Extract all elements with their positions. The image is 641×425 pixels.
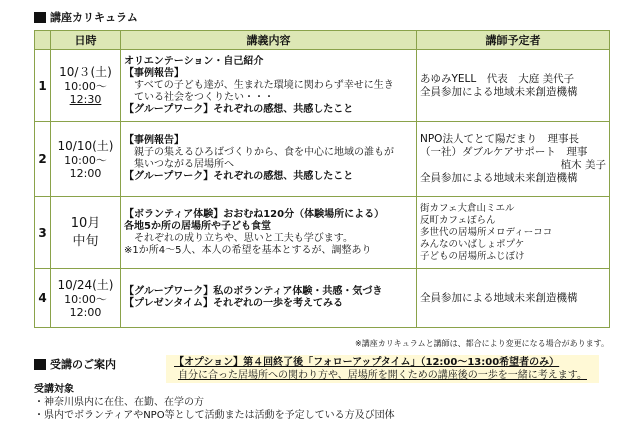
content-line: 【事例報告】 (124, 135, 184, 146)
time-start: 10:00～ (64, 153, 107, 167)
time-end: 12:30 (69, 93, 102, 106)
content-line: ている社会をつくりたい・・・ (134, 91, 274, 103)
time-end: 12:00 (69, 166, 102, 180)
table-row (35, 269, 610, 328)
date-line: 10/３(土) (59, 65, 112, 79)
session-number: 2 (35, 122, 51, 197)
content-line: 集いつながる居場所へ (134, 159, 234, 170)
session-number: 4 (35, 269, 51, 328)
session-date (51, 122, 121, 197)
content-line: すべての子ども達が、生まれた環境に関わらず幸せに生き (134, 79, 394, 91)
content-line: 【グループワーク】それぞれの感想、共感したこと (124, 171, 354, 182)
option-box (166, 355, 599, 383)
session-date (51, 269, 121, 328)
lecturer-line: 植木 美子 (560, 159, 606, 171)
table-row (35, 50, 610, 122)
content-line: 【事例報告】 (124, 67, 184, 79)
curriculum-table (34, 30, 610, 328)
lecturer-line: NPO法人てとて陽だまり 理事長 (420, 133, 579, 145)
content-line: 親子の集えるひろばづくりから、食を中心に地域の誰もが (134, 147, 394, 158)
session-content (121, 269, 417, 328)
curriculum-section-heading (34, 9, 138, 25)
content-line: オリエンテーション・自己紹介 (124, 55, 264, 67)
curriculum-title: 講座カリキュラム (50, 11, 138, 24)
curriculum-note: ※講座カリキュラムと講師は、都合により変更になる場合があります。 (355, 339, 609, 348)
content-line: 【グループワーク】それぞれの感想、共感したこと (124, 103, 354, 115)
table-row (35, 122, 610, 197)
table-row (35, 197, 610, 269)
lecturer-line: 全員参加による地域未来創造機構 (420, 172, 578, 184)
content-line: 各地5か所の居場所や子ども食堂 (124, 220, 271, 232)
content-line: 【グループワーク】私のボランティア体験・共感・気づき (124, 286, 383, 297)
option-description: 自分に合った居場所への関わり方や、居場所を開くための講座後の一歩を一緒に考えます。 (178, 370, 587, 381)
time-start: 10:00～ (64, 80, 107, 93)
lecturer-line: 全員参加による地域未来創造機構 (420, 291, 578, 304)
lecturer-line: （一社）ダブルケアサポート 理事 (420, 146, 588, 158)
option-title: 【オプション】第４回終了後「フォローアップタイム」（12:00～13:00希望者のみ） (174, 357, 560, 368)
guide-title: 受講のご案内 (50, 358, 116, 371)
session-number: 3 (35, 197, 51, 269)
lecturer-line: 全員参加による地域未来創造機構 (420, 85, 578, 98)
session-lecturer (417, 197, 610, 269)
session-content (121, 197, 417, 269)
header-lecturer: 講師予定者 (417, 31, 610, 50)
time-start: 10:00～ (64, 292, 107, 306)
target-line: ・県内でボランティアやNPO等として活動または活動を予定している方及び団体 (34, 410, 395, 421)
lecturer-line: みんなのいばしょポプケ (420, 238, 525, 250)
session-number: 1 (35, 50, 51, 122)
session-date (51, 197, 121, 269)
content-line: 【ボランティア体験】おおむね120分（体験場所による） (124, 208, 385, 220)
lecturer-line: 多世代の居場所メロディーココ (420, 226, 553, 238)
date-line: 10月 (70, 215, 101, 231)
header-blank (35, 31, 51, 50)
date-line: 中旬 (72, 233, 99, 249)
session-lecturer (417, 50, 610, 122)
header-content: 講義内容 (121, 31, 417, 50)
session-lecturer (417, 269, 610, 328)
target-label: 受講対象 (34, 384, 74, 395)
lecturer-line: 反町カフェぽらん (420, 214, 496, 226)
session-date (51, 50, 121, 122)
lecturer-line: 子どもの居場所ふじぼけ (420, 250, 525, 262)
session-content (121, 122, 417, 197)
date-line: 10/24(土) (57, 277, 114, 292)
guide-section-heading (34, 356, 116, 372)
session-lecturer (417, 122, 610, 197)
lecturer-line: 街カフェ大倉山ミエル (420, 202, 515, 214)
target-line: ・神奈川県内に在住、在勤、在学の方 (34, 397, 204, 408)
square-bullet-icon (34, 12, 46, 23)
header-date: 日時 (51, 31, 121, 50)
content-line: それぞれの成り立ちや、思いと工夫も学びます。 (134, 232, 353, 244)
content-line: 【プレゼンタイム】それぞれの一歩を考えてみる (124, 298, 343, 309)
content-line: ※1か所4～5人、本人の希望を基本とするが、調整あり (124, 244, 372, 256)
date-line: 10/10(土) (57, 138, 114, 153)
lecturer-line: あゆみYELL 代表 大庭 美代子 (420, 72, 575, 85)
table-header-row (35, 31, 610, 50)
square-bullet-icon (34, 359, 46, 370)
time-end: 12:00 (69, 305, 102, 319)
session-content (121, 50, 417, 122)
